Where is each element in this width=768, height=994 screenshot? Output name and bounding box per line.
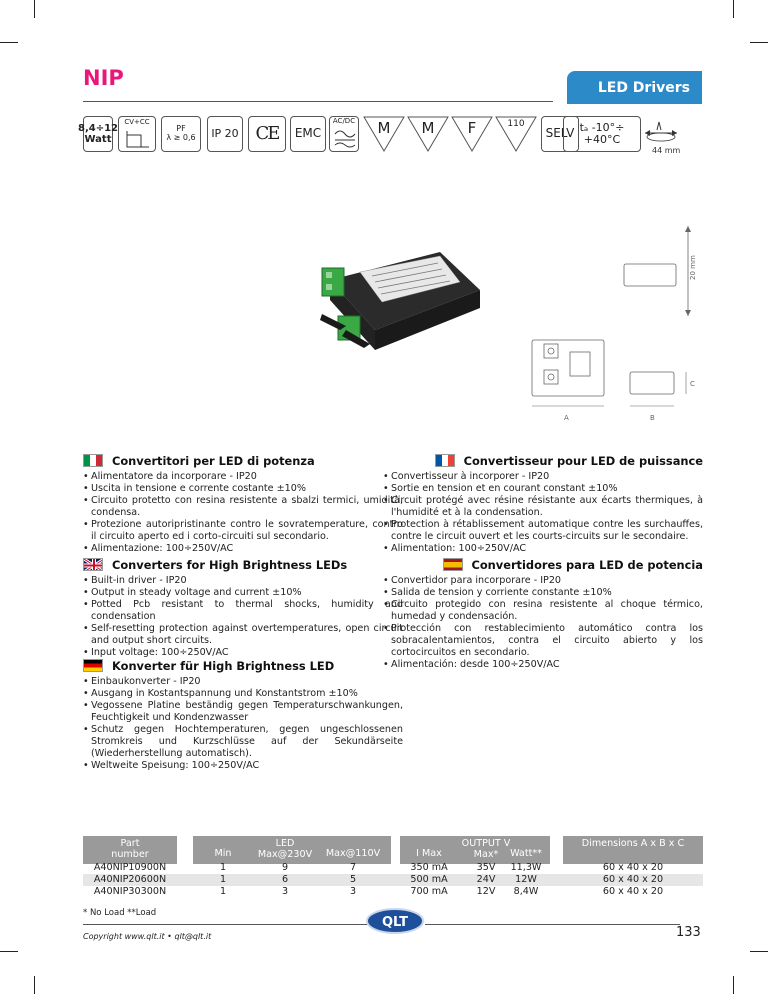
section-spanish-heading: Convertidores para LED de potencia [471, 557, 703, 572]
cell-vmax: 24V [476, 874, 496, 885]
footer-rule-left [83, 924, 368, 925]
list-item: • Weltweite Speisung: 100÷250V/AC [83, 760, 403, 772]
cell-max110: 7 [349, 862, 357, 873]
temp110-mark [495, 116, 537, 152]
f-mark-label: F [467, 118, 477, 137]
list-item: • Self-resetting protection against overtemperatures, open circuit and output short circuits. [83, 623, 403, 647]
qlt-logo-text: QLT [381, 915, 409, 930]
page-title: NIP [83, 66, 124, 90]
cvcc-spec [118, 116, 156, 152]
crop-mark [733, 0, 734, 18]
list-item: • Alimentation: 100÷250V/AC [383, 543, 703, 555]
header-imax: I Max [416, 848, 442, 859]
cell-min: 1 [219, 886, 227, 897]
cell-max110: 5 [349, 874, 357, 885]
list-item: • Protezione autoripristinante contro le sovratemperature, contro il circuito aperto ed i corto-circuiti sul secondario. [83, 519, 403, 543]
crop-mark [0, 951, 18, 952]
power-spec [78, 116, 119, 152]
section-italian-title [83, 454, 403, 467]
footnote: * No Load **Load [83, 908, 157, 918]
cell-watt: 12W [515, 874, 537, 885]
header-watt: Watt** [510, 848, 542, 859]
length-dimension-icon [643, 120, 679, 146]
list-item: • Sortie en tension et en courant constant ±10% [383, 483, 703, 495]
cell-max110: 3 [349, 886, 357, 897]
cell-watt: 8,4W [513, 886, 539, 897]
crop-mark [750, 951, 768, 952]
list-item: • Alimentazione: 100÷250V/AC [83, 543, 403, 555]
crop-mark [750, 42, 768, 43]
section-italian [83, 454, 403, 555]
section-spanish-title [383, 558, 703, 571]
m-mark-2-label: M [421, 118, 435, 137]
france-flag-icon [435, 454, 455, 467]
cell-min: 1 [219, 862, 227, 873]
cell-dims: 60 x 40 x 20 [602, 862, 664, 873]
list-item: • Schutz gegen Hochtemperaturen, gegen ungeschlossenen Stromkreis und Kurzschlüsse auf der Sekundärseite (Wiederherstellung automatisch). [83, 724, 403, 760]
list-item: • Protection à rétablissement automatique contre les surchauffes, contre le circuit ouvert et les courts-circuits sur le secondaire. [383, 519, 703, 543]
french-list [383, 471, 703, 555]
header-part-number: Part number [111, 838, 149, 860]
pf-label: PF [176, 124, 186, 134]
section-english [83, 558, 403, 659]
italian-list [83, 471, 403, 555]
power-unit: Watt [84, 134, 112, 145]
cell-vmax: 35V [476, 862, 496, 873]
cell-vmax: 12V [476, 886, 496, 897]
spain-flag-icon [443, 558, 463, 571]
header-output-vmax: OUTPUT V Max* [461, 838, 511, 860]
ce-mark: CE [255, 123, 279, 145]
pf-spec [161, 116, 201, 152]
temp110-label: 110 [507, 119, 525, 130]
temp-range: tₐ -10°÷ +40°C [579, 120, 625, 146]
crop-mark [733, 976, 734, 994]
list-item: • Output in steady voltage and current ±10% [83, 587, 403, 599]
list-item: • Alimentatore da incorporare - IP20 [83, 471, 403, 483]
list-item: • Circuit protégé avec résine résistante aux écarts thermiques, à l'humidité et à la condensation. [383, 495, 703, 519]
crop-mark [34, 976, 35, 994]
height-dimension-label: 20 mm [689, 255, 697, 280]
list-item: • Vegossene Platine beständig gegen Temperaturschwankungen, Feuchtigkeit und Kondenzwasser [83, 700, 403, 724]
acdc-spec [329, 116, 359, 152]
acdc-label: AC/DC [332, 117, 356, 125]
cell-watt: 11,3W [510, 862, 542, 873]
header-dimensions: Dimensions A x B x C [581, 838, 685, 849]
dimension-b-label: B [650, 414, 655, 422]
temp-spec [563, 116, 641, 152]
list-item: • Potted Pcb resistant to thermal shocks, humidity and condensation [83, 599, 403, 623]
section-german-title [83, 659, 403, 672]
section-french-heading: Convertisseur pour LED de puissance [463, 453, 703, 468]
spanish-list [383, 575, 703, 671]
length-label: 44 mm [652, 146, 681, 155]
italy-flag-icon [83, 454, 103, 467]
acdc-wave-icon [334, 128, 356, 148]
section-tab-bar [567, 101, 702, 104]
german-list [83, 676, 403, 772]
list-item: • Input voltage: 100÷250V/AC [83, 647, 403, 659]
list-item: • Circuito protetto con resina resistente a sbalzi termici, umidità, condensa. [83, 495, 403, 519]
pf-value: λ ≥ 0,6 [166, 133, 196, 142]
cell-imax: 500 mA [410, 874, 448, 885]
cvcc-curve-icon [125, 129, 151, 149]
m-mark-1-label: M [377, 118, 391, 137]
section-german-heading: Konverter für High Brightness LED [112, 658, 335, 673]
dimension-drawing [530, 220, 710, 430]
list-item: • Built-in driver - IP20 [83, 575, 403, 587]
cell-part: A40NIP20600N [93, 874, 167, 885]
cell-imax: 350 mA [410, 862, 448, 873]
list-item: • Circuito protegido con resina resistente al choque térmico, humedad y condensación. [383, 599, 703, 623]
cvcc-label: CV+CC [124, 118, 150, 126]
power-range: 8,4÷12 [78, 123, 119, 134]
cell-min: 1 [219, 874, 227, 885]
list-item: • Convertidor para incorporare - IP20 [383, 575, 703, 587]
f-mark [451, 116, 493, 152]
section-spanish [383, 558, 703, 671]
cell-part: A40NIP10900N [93, 862, 167, 873]
list-item: • Uscita in tensione e corrente costante ±10% [83, 483, 403, 495]
cell-part: A40NIP30300N [93, 886, 167, 897]
ce-spec [248, 116, 286, 152]
list-item: • Ausgang in Kostantspannung und Konstantstrom ±10% [83, 688, 403, 700]
section-french [383, 454, 703, 555]
section-english-title [83, 558, 403, 571]
page-number: 133 [676, 925, 701, 940]
list-item: • Einbaukonverter - IP20 [83, 676, 403, 688]
section-french-title [383, 454, 703, 467]
cell-led230: 6 [281, 874, 289, 885]
m-mark-1 [363, 116, 405, 152]
uk-flag-icon [83, 558, 103, 571]
footer-rule-right [425, 924, 680, 925]
header-led-230: LED Max@230V [257, 838, 313, 860]
list-item: • Alimentación: desde 100÷250V/AC [383, 659, 703, 671]
crop-mark [34, 0, 35, 18]
list-item: • Convertisseur à incorporer - IP20 [383, 471, 703, 483]
cell-dims: 60 x 40 x 20 [602, 874, 664, 885]
section-tab: LED Drivers [567, 71, 702, 104]
crop-mark [0, 42, 18, 43]
ip-rating: IP 20 [211, 126, 239, 140]
cell-imax: 700 mA [410, 886, 448, 897]
cell-dims: 60 x 40 x 20 [602, 886, 664, 897]
english-list [83, 575, 403, 659]
header-min: Min [214, 848, 232, 859]
list-item: • Protección con restablecimiento automático contra los sobracalentamientos, contra el circuito abierto y los cortocircuitos en secondario. [383, 623, 703, 659]
led-driver-product-image [320, 230, 500, 370]
cell-led230: 9 [281, 862, 289, 873]
list-item: • Salida de tension y corriente constante ±10% [383, 587, 703, 599]
emc-spec [290, 116, 326, 152]
copyright: Copyright www.qlt.it • qlt@qlt.it [83, 932, 212, 941]
cell-led230: 3 [281, 886, 289, 897]
title-rule [83, 101, 553, 102]
section-italian-heading: Convertitori per LED di potenza [112, 453, 315, 468]
dimension-c-label: C [690, 380, 695, 388]
qlt-logo [365, 906, 425, 936]
section-german [83, 659, 403, 772]
section-english-heading: Converters for High Brightness LEDs [112, 557, 348, 572]
ip-spec [207, 116, 243, 152]
dimension-a-label: A [564, 414, 569, 422]
emc-label: EMC [294, 126, 322, 141]
germany-flag-icon [83, 659, 103, 672]
m-mark-2 [407, 116, 449, 152]
selv-label: SELV [545, 126, 575, 141]
header-max-110: Max@110V [325, 848, 381, 859]
